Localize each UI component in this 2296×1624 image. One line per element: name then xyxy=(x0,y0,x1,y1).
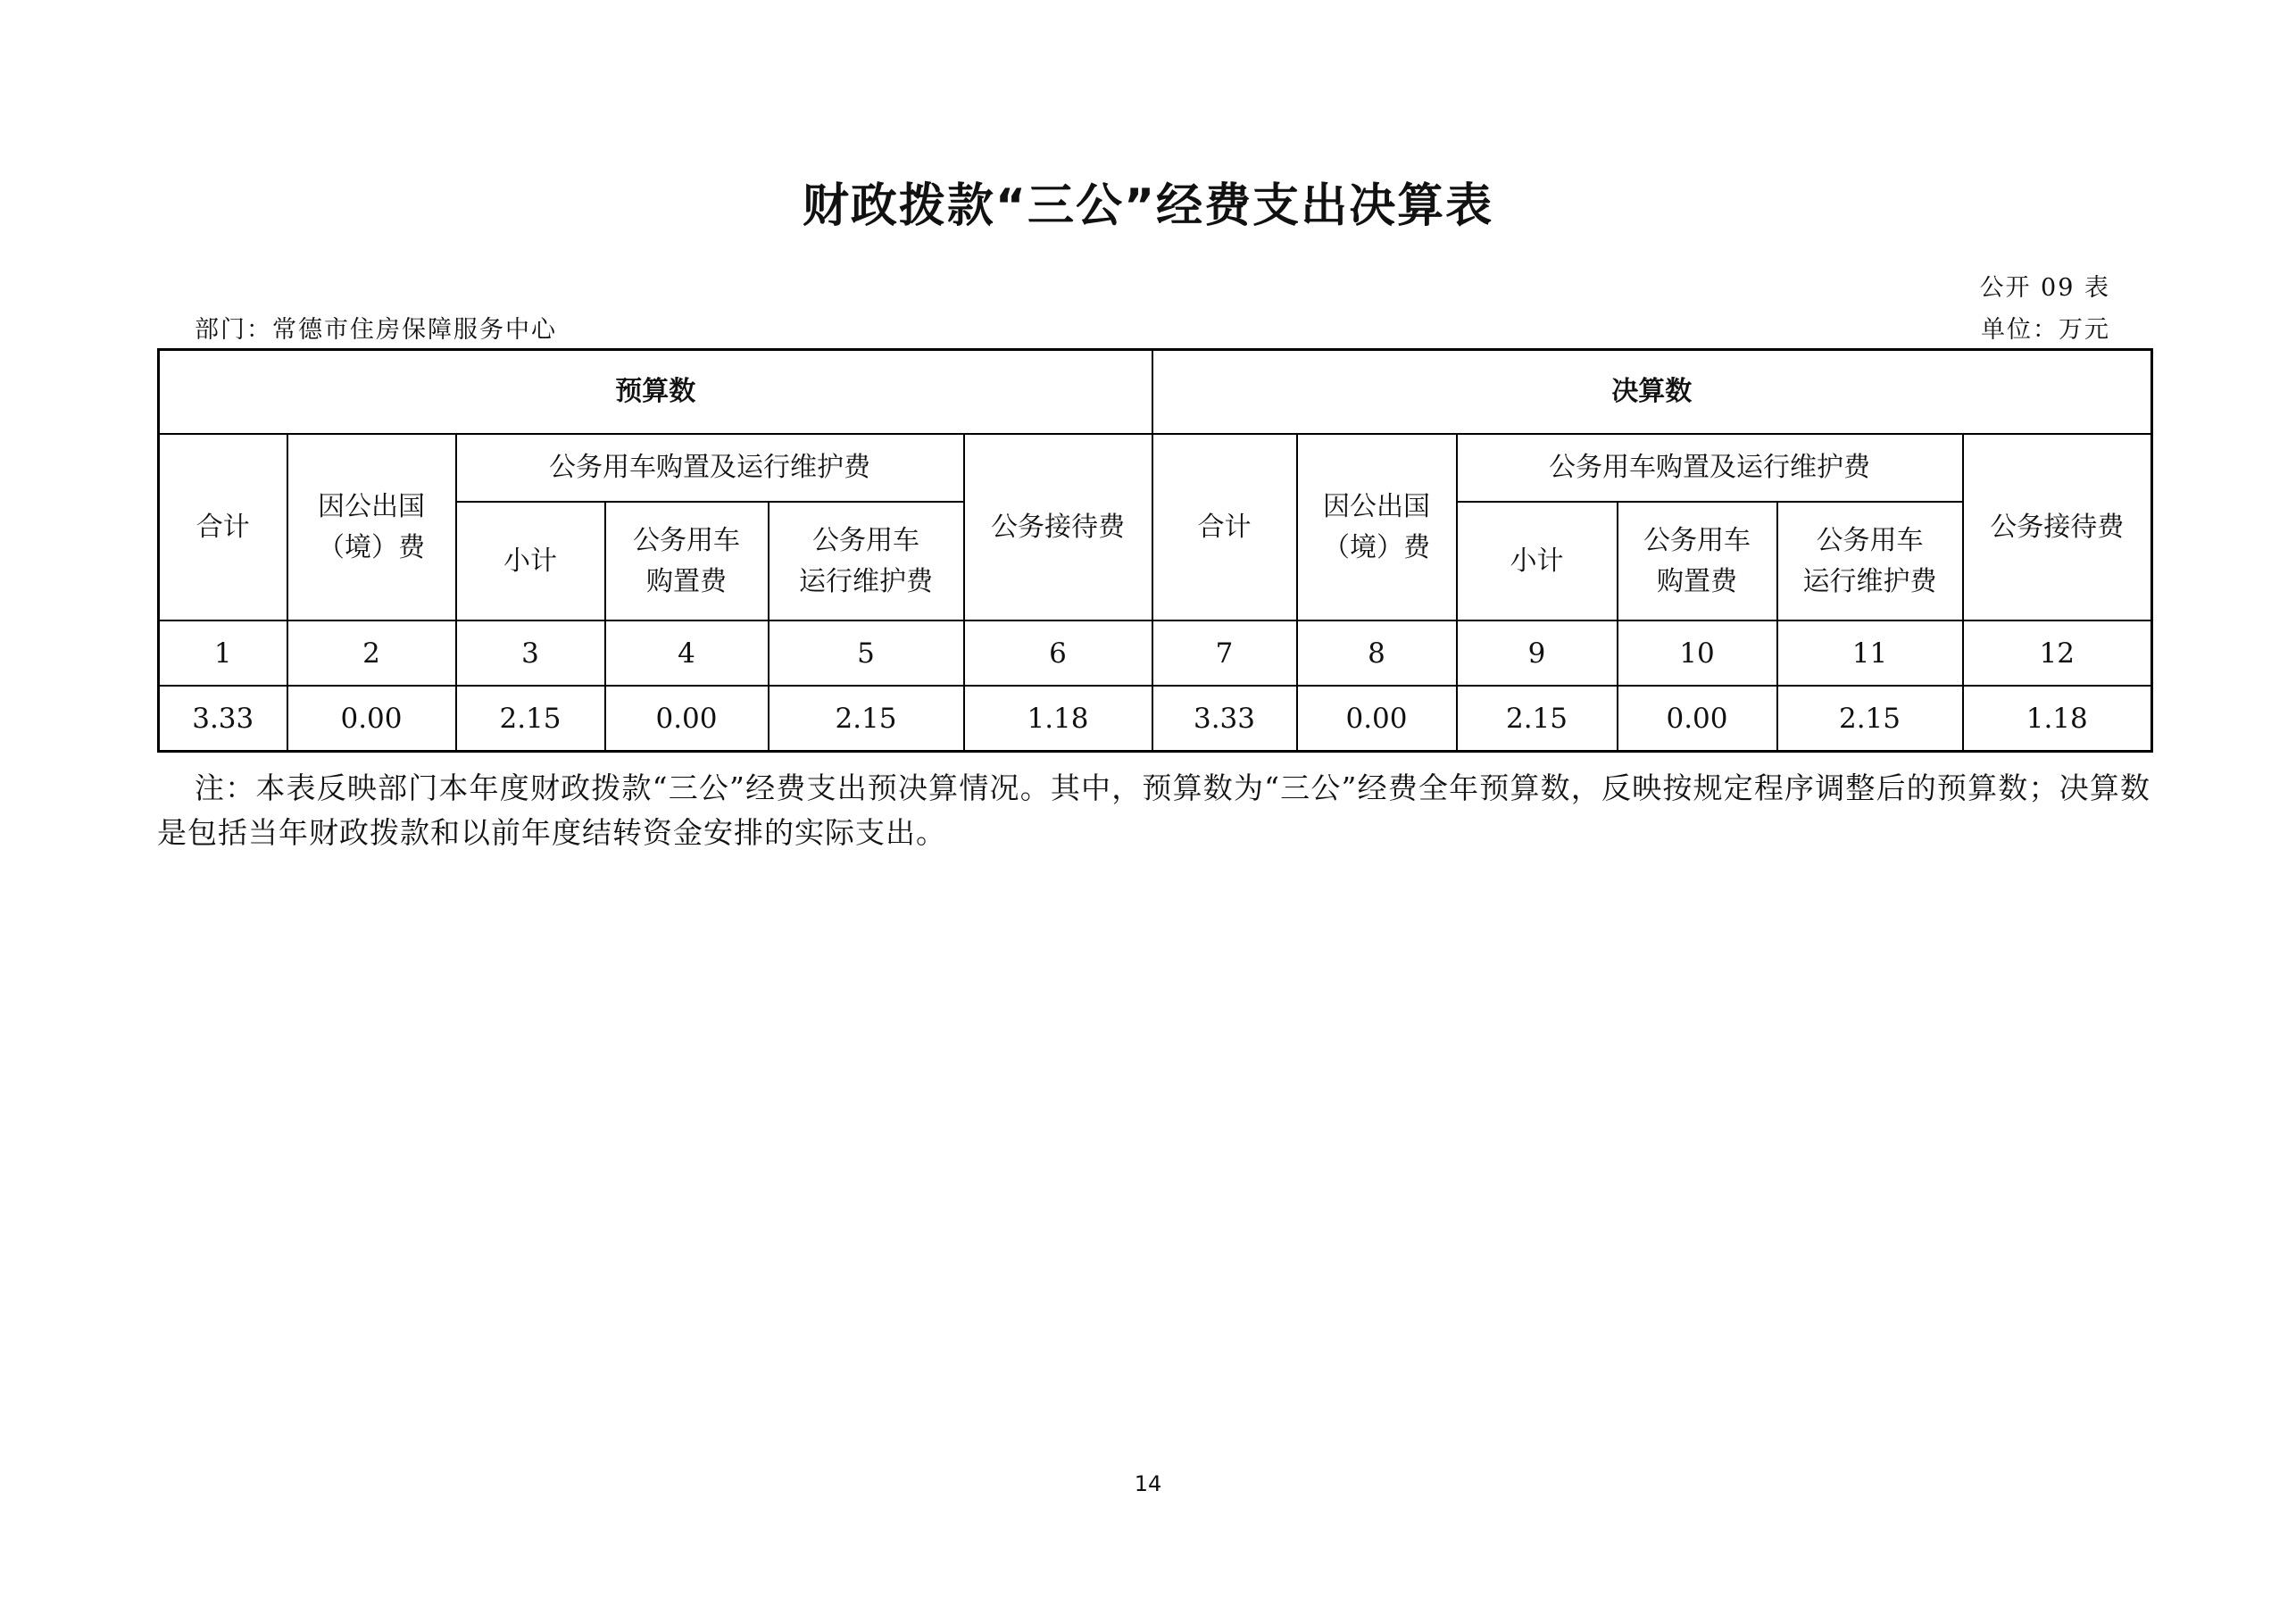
budget-vehicle-run-header: 公务用车 运行维护费 xyxy=(769,502,964,620)
value-cell: 0.00 xyxy=(1297,686,1457,752)
index-cell: 3 xyxy=(456,620,605,686)
value-cell: 2.15 xyxy=(769,686,964,752)
index-cell: 11 xyxy=(1777,620,1963,686)
unit-label: 单位：万元 xyxy=(1981,316,2110,344)
value-cell: 2.15 xyxy=(1457,686,1618,752)
final-header: 决算数 xyxy=(1152,350,2152,435)
final-vehicle-group-header: 公务用车购置及运行维护费 xyxy=(1457,434,1963,502)
final-subtotal-header: 小计 xyxy=(1457,502,1618,620)
value-cell: 3.33 xyxy=(1152,686,1297,752)
index-cell: 1 xyxy=(159,620,287,686)
budget-subtotal-header: 小计 xyxy=(456,502,605,620)
department-label: 部门：常德市住房保障服务中心 xyxy=(195,316,557,344)
final-vehicle-purchase-header: 公务用车 购置费 xyxy=(1618,502,1777,620)
value-cell: 2.15 xyxy=(456,686,605,752)
form-number: 公开 09 表 xyxy=(1979,274,2110,302)
budget-header: 预算数 xyxy=(159,350,1152,435)
value-cell: 1.18 xyxy=(1963,686,2152,752)
value-cell: 3.33 xyxy=(159,686,287,752)
final-reception-header: 公务接待费 xyxy=(1963,434,2152,620)
index-cell: 8 xyxy=(1297,620,1457,686)
final-vehicle-run-header: 公务用车 运行维护费 xyxy=(1777,502,1963,620)
value-row xyxy=(159,686,2152,752)
index-cell: 7 xyxy=(1152,620,1297,686)
final-total-header: 合计 xyxy=(1152,434,1297,620)
value-cell: 2.15 xyxy=(1777,686,1963,752)
value-cell: 0.00 xyxy=(1618,686,1777,752)
budget-vehicle-purchase-header: 公务用车 购置费 xyxy=(605,502,769,620)
budget-total-header: 合计 xyxy=(159,434,287,620)
index-row xyxy=(159,620,2152,686)
index-cell: 4 xyxy=(605,620,769,686)
budget-abroad-header: 因公出国 （境）费 xyxy=(287,434,456,620)
page-number: 14 xyxy=(1134,1471,1162,1496)
index-cell: 9 xyxy=(1457,620,1618,686)
page-title: 财政拨款“三公”经费支出决算表 xyxy=(802,179,1494,233)
index-cell: 2 xyxy=(287,620,456,686)
final-abroad-header: 因公出国 （境）费 xyxy=(1297,434,1457,620)
value-cell: 1.18 xyxy=(964,686,1152,752)
budget-reception-header: 公务接待费 xyxy=(964,434,1152,620)
budget-vehicle-group-header: 公务用车购置及运行维护费 xyxy=(456,434,964,502)
three-public-expenses-table xyxy=(157,348,2153,753)
index-cell: 5 xyxy=(769,620,964,686)
index-cell: 6 xyxy=(964,620,1152,686)
footnote: 注：本表反映部门本年度财政拨款“三公”经费支出预决算情况。其中，预算数为“三公”经费全年预算数，反映按规定程序调整后的预算数；决算数是包括当年财政拨款和以前年度结转资金安排的实际支出。 xyxy=(157,770,2150,850)
value-cell: 0.00 xyxy=(605,686,769,752)
value-cell: 0.00 xyxy=(287,686,456,752)
index-cell: 10 xyxy=(1618,620,1777,686)
index-cell: 12 xyxy=(1963,620,2152,686)
